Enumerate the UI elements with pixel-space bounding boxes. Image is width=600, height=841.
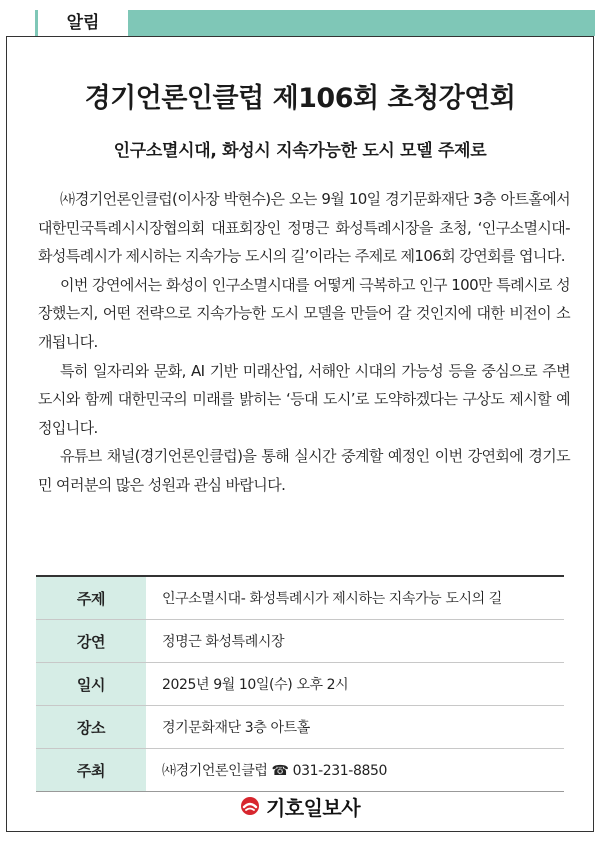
body-paragraph: 특히 일자리와 문화, AI 기반 미래산업, 서해안 시대의 가능성 등을 중심으로 주변 도시와 함께 대한민국의 미래를 밝히는 ‘등대 도시’로 도약하겠다는 구상도 제시할 예정입니다.: [38, 361, 570, 437]
row-value-venue: 경기문화재단 3층 아트홀: [146, 706, 564, 749]
announcement-body: [38, 185, 570, 500]
publisher-logo: [0, 790, 600, 822]
table-row: [36, 576, 564, 620]
body-paragraph: ㈔경기언론인클럽(이사장 박현수)은 오는 9월 10일 경기문화재단 3층 아트홀에서 대한민국특례시시장협의회 대표회장인 정명근 화성특례시장을 초청, ‘인구소멸시대-화성특례시가 제시하는 지속가능 도시의 길’이라는 주제로 제106회 강연회를 엽니다.: [38, 190, 570, 266]
table-row: [36, 706, 564, 749]
row-value-host: ㈔경기언론인클럽 ☎ 031-231-8850: [162, 763, 387, 779]
table-row: [36, 663, 564, 706]
row-value-speaker: 정명근 화성특례시장: [146, 620, 564, 663]
table-row: [36, 620, 564, 663]
table-row: [36, 749, 564, 792]
event-info-table: [36, 575, 564, 792]
row-label-topic: 주제: [36, 576, 146, 620]
publisher-name: 기호일보사: [265, 795, 361, 820]
notice-tag: 알림: [38, 10, 128, 36]
page-subtitle: 인구소멸시대, 화성시 지속가능한 도시 모델 주제로: [113, 141, 487, 161]
body-paragraph: 유튜브 채널(경기언론인클럽)을 통해 실시간 중계할 예정인 이번 강연회에 경기도민 여러분의 많은 성원과 관심 바랍니다.: [38, 447, 570, 494]
publisher-emblem-icon: [240, 796, 260, 816]
row-value-datetime: 2025년 9월 10일(수) 오후 2시: [146, 663, 564, 706]
row-label-datetime: 일시: [36, 663, 146, 706]
page-title: 경기언론인클럽 제106회 초청강연회: [84, 83, 516, 114]
row-label-speaker: 강연: [36, 620, 146, 663]
body-paragraph: 이번 강연에서는 화성이 인구소멸시대를 어떻게 극복하고 인구 100만 특례시로 성장했는지, 어떤 전략으로 지속가능한 도시 모델을 만들어 갈 것인지에 대한 비전이 소개됩니다.: [38, 275, 570, 351]
row-label-venue: 장소: [36, 706, 146, 749]
row-value-topic: 인구소멸시대- 화성특례시가 제시하는 지속가능 도시의 길: [146, 576, 564, 620]
row-label-host: 주최: [36, 749, 146, 792]
